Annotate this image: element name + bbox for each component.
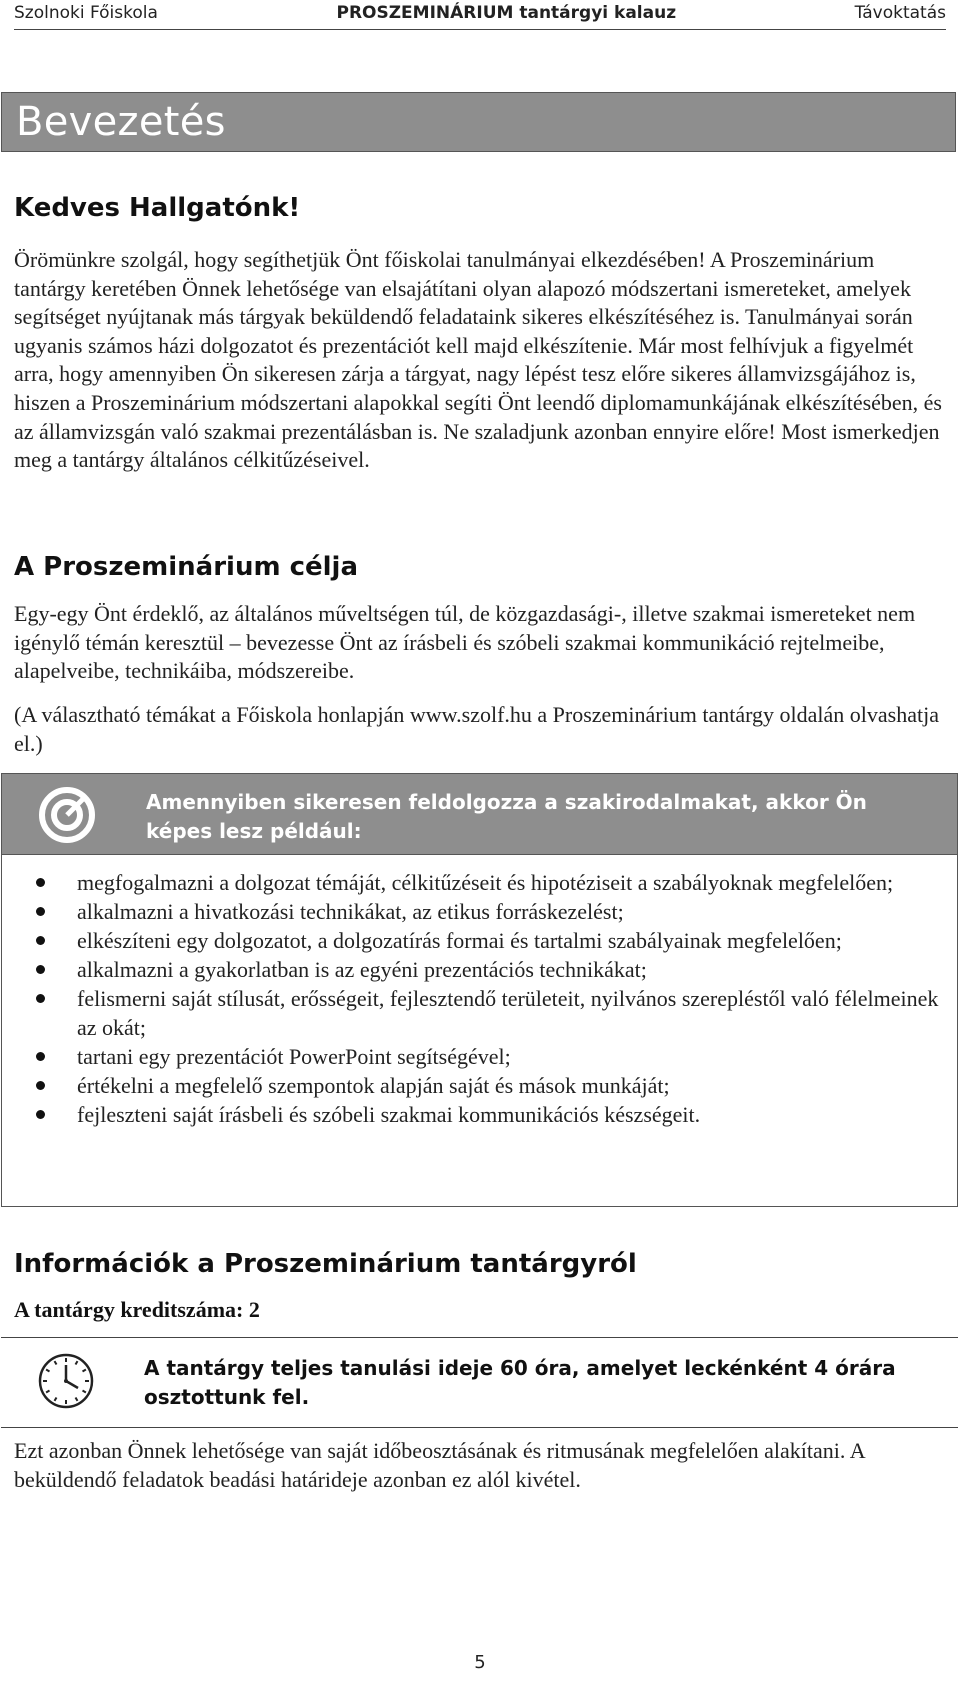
objectives-list: [2, 868, 957, 1129]
list-item-text: fejleszteni saját írásbeli és szóbeli szakmai kommunikációs készségeit.: [77, 1102, 701, 1127]
list-item: [2, 1100, 957, 1129]
chapter-title: Bevezetés: [16, 99, 226, 145]
list-item: [2, 897, 957, 926]
list-item: [2, 926, 957, 955]
schedule-paragraph: Ezt azonban Önnek lehetősége van saját időbeosztásának és ritmusának megfelelően alakítani. A beküldendő feladatok beadási határideje azonban ez alól kivétel.: [14, 1438, 865, 1492]
list-item-text: felismerni saját stílusát, erősségeit, fejlesztendő területeit, nyilvános szerepléstől való félelmeinek az okát;: [77, 986, 939, 1040]
goal-heading: A Proszeminárium célja: [14, 552, 359, 582]
goal-paragraph: Egy-egy Önt érdeklő, az általános műveltségen túl, de közgazdasági-, illetve szakmai ismereteket nem igénylő témán keresztül – bevezesse Önt az írásbeli és szóbeli szakmai kommunikáció rejtelmeibe, alapelveibe, technikáiba, módszereibe.: [14, 601, 916, 684]
list-item-text: elkészíteni egy dolgozatot, a dolgozatírás formai és tartalmi szabályainak megfelelően;: [77, 928, 842, 953]
divider: [1, 1427, 958, 1428]
credits-line: A tantárgy kreditszáma: 2: [14, 1297, 260, 1322]
greeting-heading: Kedves Hallgatónk!: [14, 193, 301, 223]
list-item-text: tartani egy prezentációt PowerPoint segítségével;: [77, 1044, 511, 1069]
list-item-text: megfogalmazni a dolgozat témáját, célkitűzéseit és hipotéziseit a szabályoknak megfelelően;: [77, 870, 894, 895]
objectives-header: [2, 774, 957, 855]
list-item: [2, 1042, 957, 1071]
header-program: Távoktatás: [854, 3, 946, 23]
bullet: [36, 965, 45, 974]
list-item: [2, 984, 957, 1042]
study-time-note: A tantárgy teljes tanulási ideje 60 óra, amelyet leckénként 4 órára osztottunk fel.: [144, 1356, 896, 1409]
bullet: [36, 1081, 45, 1090]
list-item-text: értékelni a megfelelő szempontok alapján saját és mások munkáját;: [77, 1073, 670, 1098]
topics-note: (A választható témákat a Főiskola honlapján www.szolf.hu a Proszeminárium tantárgy oldalán olvashatja el.): [14, 702, 939, 756]
objectives-box: [1, 773, 958, 1207]
target-icon: [38, 786, 96, 844]
page-header: [14, 3, 946, 30]
chapter-title-banner: [1, 92, 956, 152]
info-heading: Információk a Proszeminárium tantárgyról: [14, 1249, 637, 1279]
bullet: [36, 907, 45, 916]
list-item: [2, 1071, 957, 1100]
bullet: [36, 936, 45, 945]
list-item-text: alkalmazni a hivatkozási technikákat, az etikus forráskezelést;: [77, 899, 624, 924]
divider: [1, 1337, 958, 1338]
list-item: [2, 868, 957, 897]
clock-icon: [37, 1352, 95, 1410]
page-number: 5: [474, 1652, 486, 1673]
list-item-text: alkalmazni a gyakorlatban is az egyéni prezentációs technikákat;: [77, 957, 647, 982]
bullet: [36, 878, 45, 887]
header-document-title: PROSZEMINÁRIUM tantárgyi kalauz: [336, 3, 677, 23]
objectives-heading: Amennyiben sikeresen feldolgozza a szakirodalmakat, akkor Ön képes lesz például:: [146, 790, 867, 843]
intro-paragraph: Örömünkre szolgál, hogy segíthetjük Önt főiskolai tanulmányai elkezdésében! A Proszeminárium tantárgy keretében Önnek lehetősége van elsajátítani olyan alapozó módszertani ismereteket, amelyek segítséget nyújtanak más tárgyak beküldendő feladataink sikeres elkészítéséhez is. Tanulmányai során ugyanis számos házi dolgozatot és prezentációt kell majd elkészítenie. Már most felhívjuk a figyelmét arra, hogy amennyiben Ön sikeresen zárja a tárgyat, nagy lépést tesz előre sikeres államvizsgájához is, hiszen a Proszeminárium módszertani alapokkal segíti Önt leendő diplomamunkájának elkészítésében, és az államvizsgán való szakmai prezentálásban is. Ne szaladjunk azonban ennyire előre! Most ismerkedjen meg a tantárgy általános célkitűzéseivel.: [14, 247, 942, 473]
bullet: [36, 1110, 45, 1119]
bullet: [36, 994, 45, 1003]
list-item: [2, 955, 957, 984]
header-institution: Szolnoki Főiskola: [14, 3, 158, 23]
bullet: [36, 1052, 45, 1061]
